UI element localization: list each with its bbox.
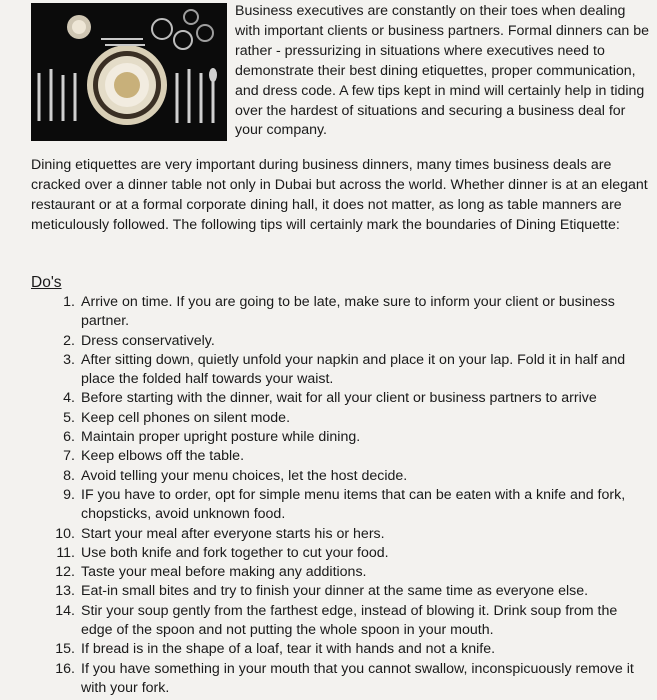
list-item — [31, 428, 651, 447]
item-text: Stir your soup gently from the farthest edge, instead of blowing it. Drink soup from the edge of the spoon and not putting the whole spoon in your mouth. — [81, 602, 618, 639]
item-number: 10. — [55, 525, 75, 542]
list-item — [31, 351, 651, 390]
list-item — [31, 602, 651, 641]
item-text: IF you have to order, opt for simple menu items that can be eaten with a knife and fork, chopsticks, avoid unknown food. — [81, 486, 626, 523]
list-item — [31, 332, 651, 351]
list-item — [31, 293, 651, 332]
body-paragraph: Dining etiquettes are very important during business dinners, many times business deals are cracked over a dinner table not only in Dubai but across the world. Whether dinner is at an elegant restaurant or at a formal corporate dining hall, it does not matter, as long as table manners are meticulously followed. The following tips will certainly mark the boundaries of Dining Etiquette: — [31, 157, 648, 233]
item-number: 1. — [63, 294, 75, 310]
dos-list — [31, 293, 651, 698]
list-item — [31, 582, 651, 601]
item-text: If you have something in your mouth that you cannot swallow, inconspicuously remove it with your fork. — [81, 660, 634, 696]
item-number: 15. — [55, 641, 75, 658]
dos-heading: Do's — [31, 274, 62, 291]
item-number: 16. — [55, 660, 75, 677]
item-text: Maintain proper upright posture while dining. — [81, 429, 361, 446]
item-text: Taste your meal before making any additions. — [81, 564, 367, 581]
item-number: 13. — [55, 583, 75, 600]
item-number: 6. — [63, 429, 75, 446]
item-text: Before starting with the dinner, wait for all your client or business partners to arrive — [81, 390, 597, 407]
item-text: Arrive on time. If you are going to be late, make sure to inform your client or business partner. — [81, 294, 615, 330]
list-item — [31, 389, 651, 408]
item-text: Start your meal after everyone starts his or hers. — [81, 525, 385, 542]
item-number: 3. — [63, 351, 75, 368]
list-item — [31, 563, 651, 582]
item-number: 2. — [63, 332, 75, 349]
list-item — [31, 544, 651, 563]
item-text: Avoid telling your menu choices, let the host decide. — [81, 467, 408, 484]
list-item — [31, 409, 651, 428]
item-text: Keep cell phones on silent mode. — [81, 409, 291, 426]
item-text: After sitting down, quietly unfold your napkin and place it on your lap. Fold it in half and place the folded half towards your waist. — [81, 351, 626, 388]
plate-icon — [31, 3, 227, 141]
item-text: If bread is in the shape of a loaf, tear it with hands and not a knife. — [81, 641, 496, 658]
list-item — [31, 486, 651, 525]
item-number: 9. — [63, 486, 75, 503]
item-text: Use both knife and fork together to cut your food. — [81, 544, 389, 561]
table-setting-photo — [31, 3, 227, 141]
list-item — [31, 447, 651, 466]
list-item — [31, 525, 651, 544]
list-item — [31, 640, 651, 659]
item-number: 4. — [63, 390, 75, 407]
list-item — [31, 467, 651, 486]
item-text: Dress conservatively. — [81, 332, 215, 349]
item-number: 7. — [63, 448, 75, 465]
item-text: Keep elbows off the table. — [81, 448, 245, 465]
intro-text: Business executives are constantly on their toes when dealing with important clients or business partners. Formal dinners can be rather - pressurizing in situations where executives need to demonstrate their best dining etiquettes, proper communication, and dress code. A few tips kept in mind will certainly help in tiding over the hardest of situations and securing a business deal for your company. — [235, 3, 649, 139]
list-item — [31, 660, 651, 699]
item-number: 11. — [56, 544, 75, 561]
item-number: 14. — [55, 602, 75, 619]
item-number: 8. — [63, 467, 75, 484]
item-text: Eat-in small bites and try to finish your dinner at the same time as everyone else. — [81, 583, 589, 600]
item-number: 5. — [63, 409, 75, 426]
item-number: 12. — [55, 564, 75, 581]
